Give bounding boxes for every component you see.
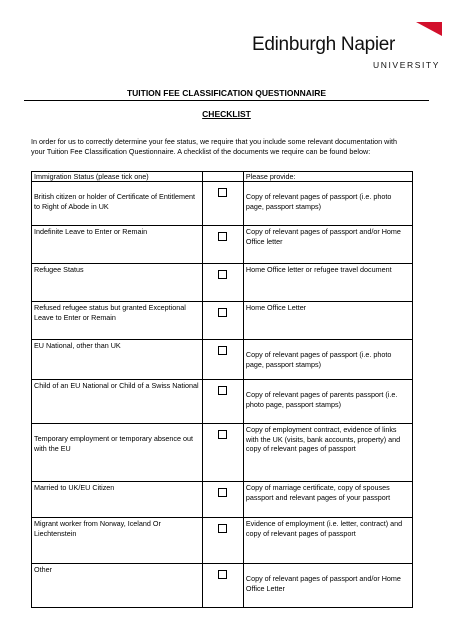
immigration-status-text: Child of an EU National or Child of a Swiss National (34, 381, 199, 391)
document-required-text: Evidence of employment (i.e. letter, contract) and copy of relevant pages of passport (245, 519, 403, 538)
tick-checkbox[interactable] (218, 232, 227, 241)
please-provide-cell (243, 380, 412, 424)
table-row (32, 302, 413, 340)
title-divider (24, 100, 429, 101)
immigration-status-cell (32, 564, 203, 608)
immigration-status-text: Temporary employment or temporary absence out with the EU (34, 434, 193, 453)
checklist-heading: CHECKLIST (202, 109, 251, 119)
document-required-text: Home Office Letter (245, 303, 307, 313)
table-row (32, 380, 413, 424)
immigration-status-cell (32, 518, 203, 564)
tick-checkbox[interactable] (218, 524, 227, 533)
tick-checkbox[interactable] (218, 488, 227, 497)
tick-checkbox[interactable] (218, 270, 227, 279)
immigration-status-cell (32, 226, 203, 264)
please-provide-cell (243, 264, 412, 302)
checkbox-cell (203, 380, 244, 424)
document-required-text: Copy of relevant pages of parents passport (i.e. photo page, passport stamps) (245, 390, 398, 409)
checkbox-cell (203, 424, 244, 482)
document-required-text: Home Office letter or refugee travel document (245, 265, 392, 275)
tick-checkbox[interactable] (218, 570, 227, 579)
please-provide-cell (243, 226, 412, 264)
document-required-text: Copy of employment contract, evidence of links with the UK (visits, bank accounts, property) and copy of relevant pages of passport (245, 425, 401, 454)
logo-subtitle: UNIVERSITY (372, 60, 440, 70)
checkbox-cell (203, 264, 244, 302)
table-row (32, 482, 413, 518)
please-provide-cell (243, 182, 412, 226)
table-row (32, 518, 413, 564)
checkbox-cell (203, 182, 244, 226)
checkbox-cell (203, 226, 244, 264)
university-logo (252, 22, 442, 70)
immigration-status-cell (32, 182, 203, 226)
please-provide-cell (243, 564, 412, 608)
table-row (32, 226, 413, 264)
please-provide-cell (243, 340, 412, 380)
immigration-status-cell (32, 264, 203, 302)
immigration-status-text: Refused refugee status but granted Exceptional Leave to Enter or Remain (34, 303, 186, 322)
please-provide-cell (243, 424, 412, 482)
immigration-status-text: Married to UK/EU Citizen (34, 483, 115, 493)
checklist-table (31, 171, 413, 608)
checkbox-cell (203, 340, 244, 380)
please-provide-cell (243, 302, 412, 340)
please-provide-cell (243, 482, 412, 518)
checkbox-cell (203, 302, 244, 340)
checkbox-cell (203, 518, 244, 564)
immigration-status-cell (32, 482, 203, 518)
table-row (32, 424, 413, 482)
logo-name: Edinburgh Napier (252, 34, 396, 55)
document-title: TUITION FEE CLASSIFICATION QUESTIONNAIRE (126, 88, 327, 98)
table-row (32, 182, 413, 226)
document-required-text: Copy of relevant pages of passport and/or Home Office letter (245, 227, 401, 246)
header-immigration-status: Immigration Status (please tick one) (32, 172, 203, 182)
immigration-status-text: British citizen or holder of Certificate of Entitlement to Right of Abode in UK (34, 192, 195, 211)
tick-checkbox[interactable] (218, 346, 227, 355)
document-required-text: Copy of relevant pages of passport (i.e. photo page, passport stamps) (245, 192, 392, 211)
intro-paragraph: In order for us to correctly determine your fee status, we require that you include some relevant documentation with your Tuition Fee Classification Questionnaire. A checklist of the documents we require can be found below: (31, 137, 397, 156)
table-row (32, 564, 413, 608)
table-row (32, 264, 413, 302)
tick-checkbox[interactable] (218, 308, 227, 317)
immigration-status-text: Refugee Status (34, 265, 84, 275)
immigration-status-cell (32, 424, 203, 482)
immigration-status-text: Migrant worker from Norway, Iceland Or Liechtenstein (34, 519, 161, 538)
checkbox-cell (203, 482, 244, 518)
tick-checkbox[interactable] (218, 188, 227, 197)
immigration-status-cell (32, 340, 203, 380)
tick-checkbox[interactable] (218, 430, 227, 439)
table-row (32, 340, 413, 380)
immigration-status-text: Indefinite Leave to Enter or Remain (34, 227, 148, 237)
checkbox-cell (203, 564, 244, 608)
document-required-text: Copy of relevant pages of passport and/or Home Office Letter (245, 574, 401, 593)
document-required-text: Copy of marriage certificate, copy of spouses passport and relevant pages of your passport (245, 483, 391, 502)
document-required-text: Copy of relevant pages of passport (i.e. photo page, passport stamps) (245, 350, 392, 369)
header-checkbox-cell (203, 172, 244, 182)
tick-checkbox[interactable] (218, 386, 227, 395)
immigration-status-text: EU National, other than UK (34, 341, 121, 351)
table-header-row (32, 172, 413, 182)
please-provide-cell (243, 518, 412, 564)
immigration-status-cell (32, 302, 203, 340)
immigration-status-cell (32, 380, 203, 424)
logo-triangle-icon (416, 22, 442, 36)
header-please-provide: Please provide: (243, 172, 412, 182)
immigration-status-text: Other (34, 565, 52, 575)
